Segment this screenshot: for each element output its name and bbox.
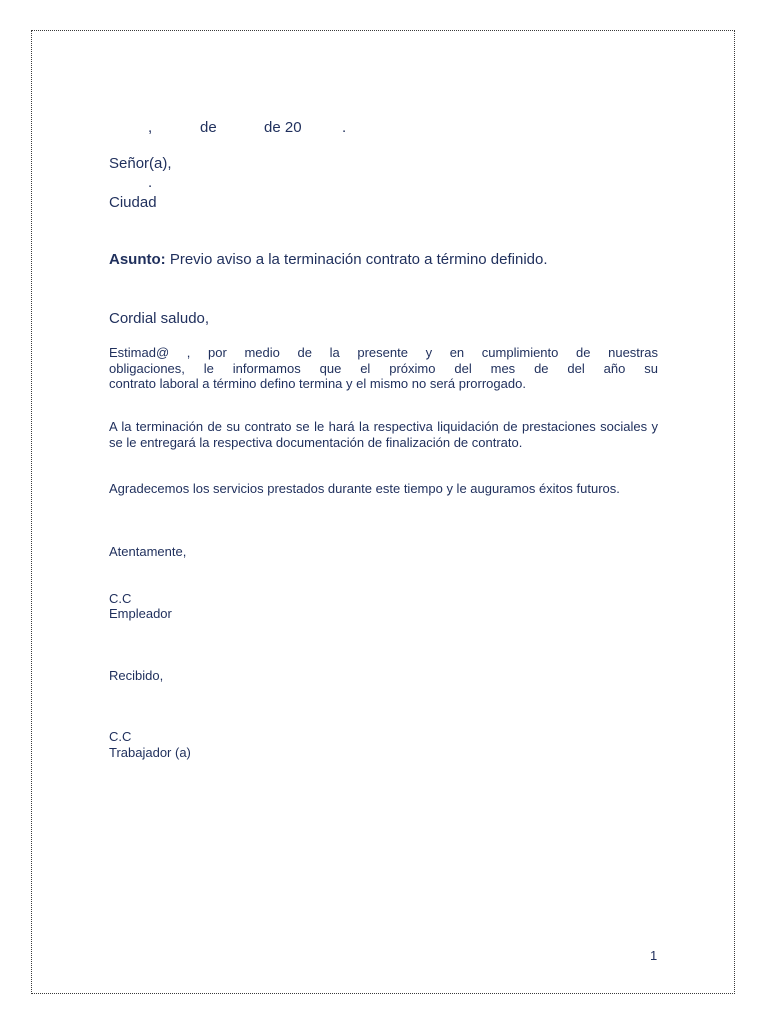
notice-line1-word: en <box>449 345 465 360</box>
date-comma: , <box>148 119 153 136</box>
notice-line2-word: que <box>319 360 342 376</box>
page-border <box>31 30 735 994</box>
closing: Atentamente, <box>109 544 187 559</box>
page-number: 1 <box>650 948 658 963</box>
paragraph-notice-line2 <box>109 361 658 377</box>
notice-line2-word: obligaciones, <box>109 360 185 376</box>
subject-label: Asunto: <box>109 251 166 268</box>
notice-line1-word: Estimad@ <box>109 345 170 360</box>
notice-line2-word: informamos <box>232 360 301 376</box>
employer-id-label: C.C <box>109 591 132 606</box>
paragraph-notice-line3: contrato laboral a término defino termina y el mismo no será prorrogado. <box>109 376 526 391</box>
notice-line2-word: año <box>603 360 626 376</box>
notice-line1-word: la <box>329 345 340 360</box>
date-de-year: de 20 <box>264 119 302 136</box>
notice-line1-word: por <box>208 345 227 360</box>
paragraph-notice <box>109 345 658 392</box>
notice-line1-word: , <box>186 345 191 360</box>
notice-line1-word: de <box>576 345 591 360</box>
notice-line1-word: nuestras <box>608 345 658 360</box>
notice-line1-word: presente <box>357 345 408 360</box>
greeting: Cordial saludo, <box>109 310 210 327</box>
worker-role: Trabajador (a) <box>109 745 191 760</box>
worker-id-label: C.C <box>109 729 132 744</box>
employer-role: Empleador <box>109 606 172 621</box>
notice-line2-word: el <box>360 360 371 376</box>
date-de-day: de <box>200 119 217 136</box>
notice-line1-word: de <box>297 345 312 360</box>
notice-line2-word: próximo <box>389 360 436 376</box>
recipient-city: Ciudad <box>109 194 157 211</box>
notice-line2-word: le <box>203 360 214 376</box>
subject-text: Previo aviso a la terminación contrato a término definido. <box>169 251 548 268</box>
recipient-salutation: Señor(a), <box>109 155 172 172</box>
received-label: Recibido, <box>109 668 164 683</box>
subject-line <box>109 251 548 268</box>
recipient-dot: . <box>148 174 153 191</box>
notice-line2-word: mes <box>490 360 516 376</box>
notice-line2-word: de <box>534 360 549 376</box>
notice-line1-word: y <box>425 345 433 360</box>
notice-line1-word: cumplimiento <box>481 345 559 360</box>
paragraph-thanks: Agradecemos los servicios prestados durante este tiempo y le auguramos éxitos futuros. <box>109 481 620 496</box>
paragraph-liquidation: A la terminación de su contrato se le hará la respectiva liquidación de prestaciones sociales y se le entregará la respectiva documentación de finalización de contrato. <box>109 419 658 450</box>
paragraph-notice-line1 <box>109 345 658 361</box>
notice-line1-word: medio <box>244 345 280 360</box>
notice-line2-word: su <box>644 360 658 376</box>
notice-line2-word: del <box>454 360 472 376</box>
notice-line2-word: del <box>567 360 585 376</box>
date-period: . <box>342 119 347 136</box>
